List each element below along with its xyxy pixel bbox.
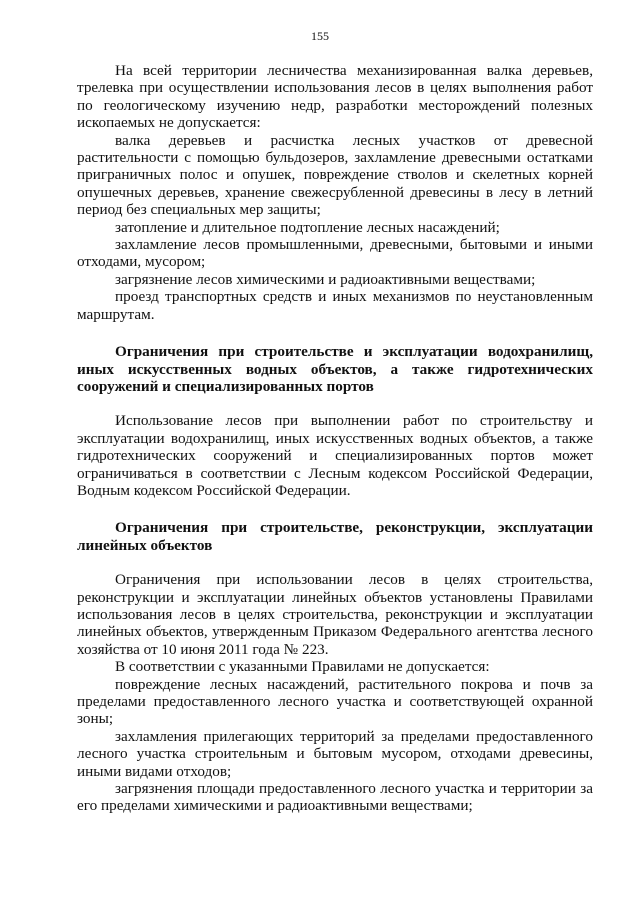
spacer [77,554,593,571]
section-heading: Ограничения при строительстве, реконструкции, эксплуатации линейных объектов [77,519,593,554]
paragraph: В соответствии с указанными Правилами не допускается: [115,658,490,676]
paragraph: захламления прилегающих территорий за пределами предоставленного лесного участка строительным и бытовым мусором, отходами древесины, иными видами отходов; [77,727,593,780]
page-number: 155 [311,29,329,43]
paragraph: затопление и длительное подтопление лесных насаждений; [115,218,500,236]
spacer [77,395,593,412]
spacer [77,499,593,519]
paragraph: загрязнения площади предоставленного лесного участка и территории за его пределами химическими и радиоактивными веществами; [77,780,593,815]
paragraph: валка деревьев и расчистка лесных участков от древесной растительности с помощью бульдозеров, захламление древесными остатками приграничных полос и опушек, повреждение стволов и скелетных корней опушечных деревьев, хранение свежесрубленной древесины в лесу в летний период без специальных мер защиты; [77,131,593,219]
spacer [77,323,593,343]
paragraph: проезд транспортных средств и иных механизмов по неустановленным маршрутам. [77,288,593,323]
paragraph: Ограничения при использовании лесов в целях строительства, реконструкции и эксплуатации линейных объектов установлены Правилами использования лесов в целях строительства, реконструкции и эксплуатации линейных объектов, утвержденным Приказом Федерального агентства лесного хозяйства от 10 июня 2011 года № 223. [77,571,593,658]
paragraph: захламление лесов промышленными, древесными, бытовыми и иными отходами, мусором; [77,236,593,271]
reservoirs-section [77,343,593,499]
paragraph: На всей территории лесничества механизированная валка деревьев, трелевка при осуществлении использования лесов в целях выполнения работ по геологическому изучению недр, разработки месторождений полезных ископаемых не допускается: [77,62,593,132]
linear-objects-section [77,519,593,815]
section-heading: Ограничения при строительстве и эксплуатации водохранилищ, иных искусственных водных объектов, а также гидротехнических сооружений и специализированных портов [77,343,593,395]
page-content [77,62,593,815]
intro-section [77,62,593,323]
paragraph: загрязнение лесов химическими и радиоактивными веществами; [115,270,536,288]
paragraph: Использование лесов при выполнении работ по строительству и эксплуатации водохранилищ, иных искусственных водных объектов, а также гидротехнических сооружений и специализированных портов может ограничиваться в соответствии с Лесным кодексом Российской Федерации, Водным кодексом Российской Федерации. [77,412,593,499]
paragraph: повреждение лесных насаждений, растительного покрова и почв за пределами предоставленного лесного участка и соответствующей охранной зоны; [77,675,593,728]
